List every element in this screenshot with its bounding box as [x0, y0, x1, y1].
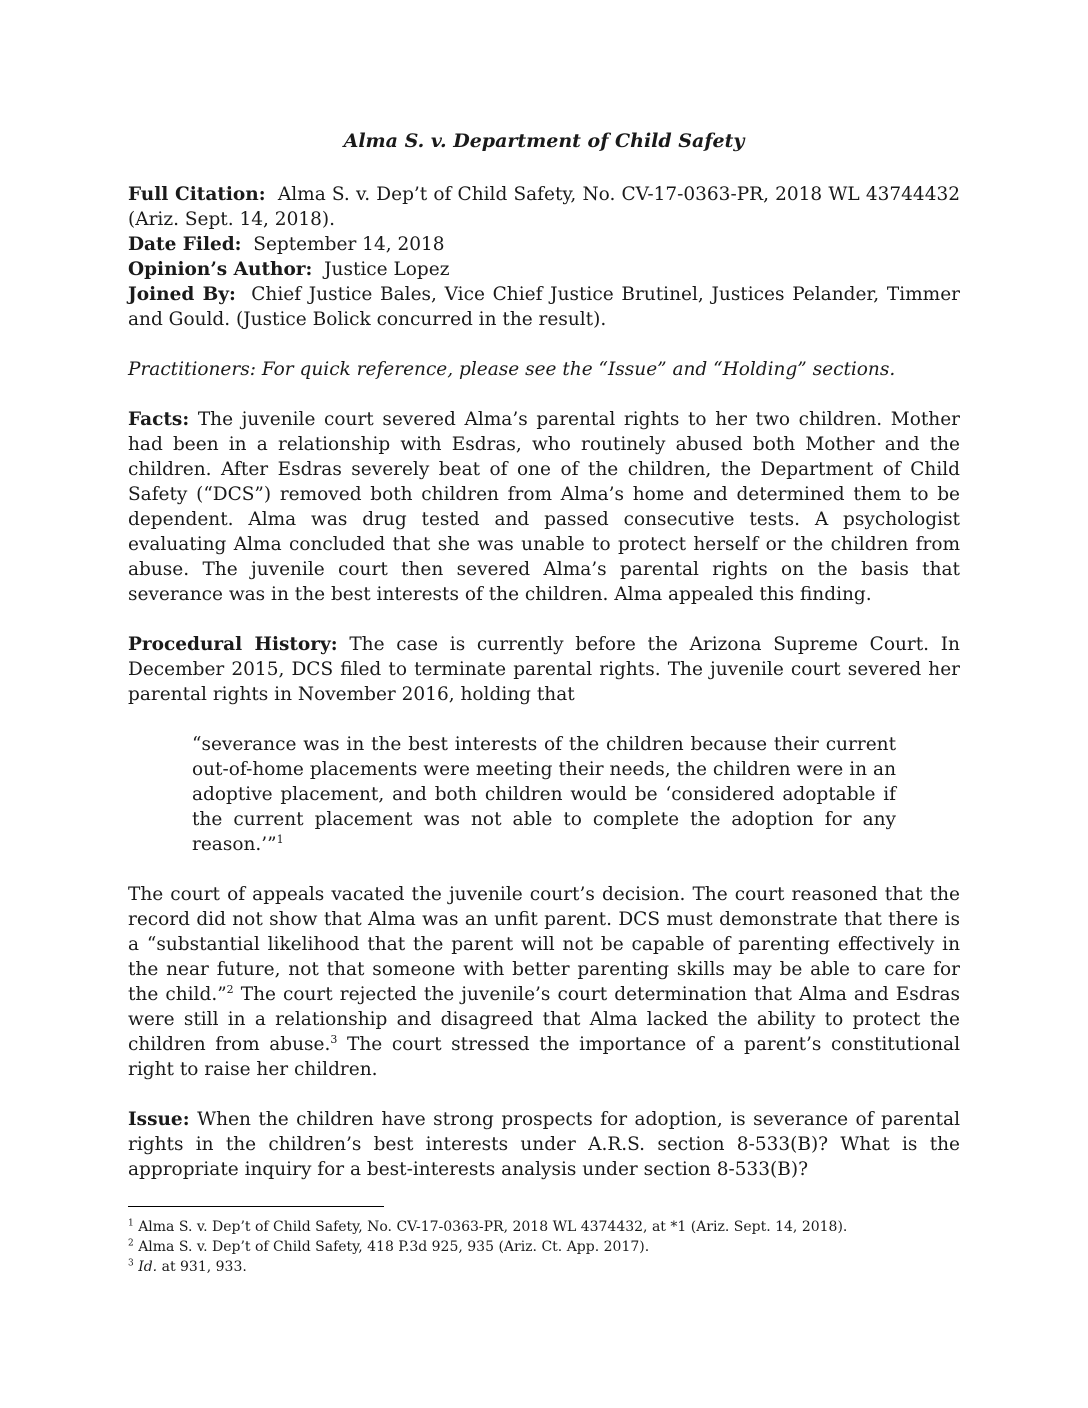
issue-section — [128, 1107, 960, 1182]
full-citation — [128, 182, 960, 232]
footnote-1-text: Alma S. v. Dep’t of Child Safety, No. CV-17-0363-PR, 2018 WL 4374432, at *1 (Ariz. Sept. 14, 2018). — [138, 1219, 848, 1235]
footnote-3-italic: Id. — [138, 1259, 158, 1275]
procedural-history-section — [128, 632, 960, 707]
appeals-text-2: The court rejected the juvenile’s court determination that Alma and Esdras were still in a relationship and disagreed that Alma lacked the ability to protect the children from abuse. — [128, 984, 960, 1055]
footnote-3 — [128, 1257, 960, 1277]
full-citation-value: Alma S. v. Dep’t of Child Safety, No. CV-17-0363-PR, 2018 WL 43744432 (Ariz. Sept. 14, 2018). — [128, 184, 961, 230]
footnote-2-number: 2 — [128, 1238, 134, 1249]
joined-by-label: Joined By: — [128, 284, 236, 305]
opinion-author — [128, 257, 960, 282]
footnote-3-number: 3 — [128, 1258, 134, 1269]
document-title: Alma S. v. Department of Child Safety — [343, 130, 745, 152]
date-filed — [128, 232, 960, 257]
holding-quote-text: “severance was in the best interests of the children because their current out-of-home placements were meeting their needs, the children were in an adoptive placement, and both children would be ‘considered adoptable if the current placement was not able to complete the adoption for any reason.’” — [192, 734, 896, 855]
document-page — [128, 126, 960, 1182]
appeals-paragraph — [128, 882, 960, 1082]
joined-by-value: Chief Justice Bales, Vice Chief Justice Brutinel, Justices Pelander, Timmer and Gould. (Justice Bolick concurred in the result). — [128, 284, 960, 330]
footnote-divider — [128, 1206, 384, 1207]
procedural-history-text: The case is currently before the Arizona Supreme Court. In December 2015, DCS filed to terminate parental rights. The juvenile court severed her parental rights in November 2016, holding that — [128, 634, 960, 705]
date-filed-label: Date Filed: — [128, 234, 242, 255]
procedural-history-label: Procedural History: — [128, 634, 338, 655]
opinion-author-label: Opinion’s Author: — [128, 259, 313, 280]
footnote-1-number: 1 — [128, 1218, 134, 1229]
facts-text: The juvenile court severed Alma’s parental rights to her two children. Mother had been in a relationship with Esdras, who routinely abused both Mother and the children. After Esdras severely beat of one of the children, the Department of Child Safety (“DCS”) removed both children from Alma’s home and determined them to be dependent. Alma was drug tested and passed consecutive tests. A psychologist evaluating Alma concluded that she was unable to protect herself or the children from abuse. The juvenile court then severed Alma’s parental rights on the basis that severance was in the best interests of the children. Alma appealed this finding. — [128, 409, 960, 605]
footnote-2 — [128, 1237, 960, 1257]
joined-by — [128, 282, 960, 332]
holding-quote — [192, 732, 896, 857]
appeals-text-3: The court stressed the importance of a parent’s constitutional right to raise her children. — [128, 1034, 960, 1080]
full-citation-label: Full Citation: — [128, 184, 266, 205]
appeals-text-1: The court of appeals vacated the juvenile court’s decision. The court reasoned that the record did not show that Alma was an unfit parent. DCS must demonstrate that there is a “substantial likelihood that the parent will not be capable of parenting effectively in the near future, not that someone with better parenting skills may be able to care for the child.” — [128, 884, 960, 1005]
date-filed-value: September 14, 2018 — [253, 234, 445, 255]
footnote-ref-3[interactable]: 3 — [330, 1032, 338, 1046]
practitioners-note: Practitioners: For quick reference, please see the “Issue” and “Holding” sections. — [128, 359, 896, 380]
facts-label: Facts: — [128, 409, 190, 430]
issue-text: When the children have strong prospects for adoption, is severance of parental rights in the children’s best interests under A.R.S. section 8-533(B)? What is the appropriate inquiry for a best-interests analysis under section 8-533(B)? — [128, 1109, 960, 1180]
footnote-ref-2[interactable]: 2 — [226, 982, 234, 996]
footnote-1 — [128, 1217, 960, 1237]
issue-label: Issue: — [128, 1109, 190, 1130]
case-metadata — [128, 182, 960, 332]
opinion-author-value: Justice Lopez — [324, 259, 450, 280]
footnote-2-text: Alma S. v. Dep’t of Child Safety, 418 P.3d 925, 935 (Ariz. Ct. App. 2017). — [138, 1239, 650, 1255]
footnote-ref-1[interactable]: 1 — [276, 832, 284, 846]
footnote-3-text: at 931, 933. — [157, 1259, 247, 1275]
footnotes — [128, 1206, 960, 1277]
facts-section — [128, 407, 960, 607]
